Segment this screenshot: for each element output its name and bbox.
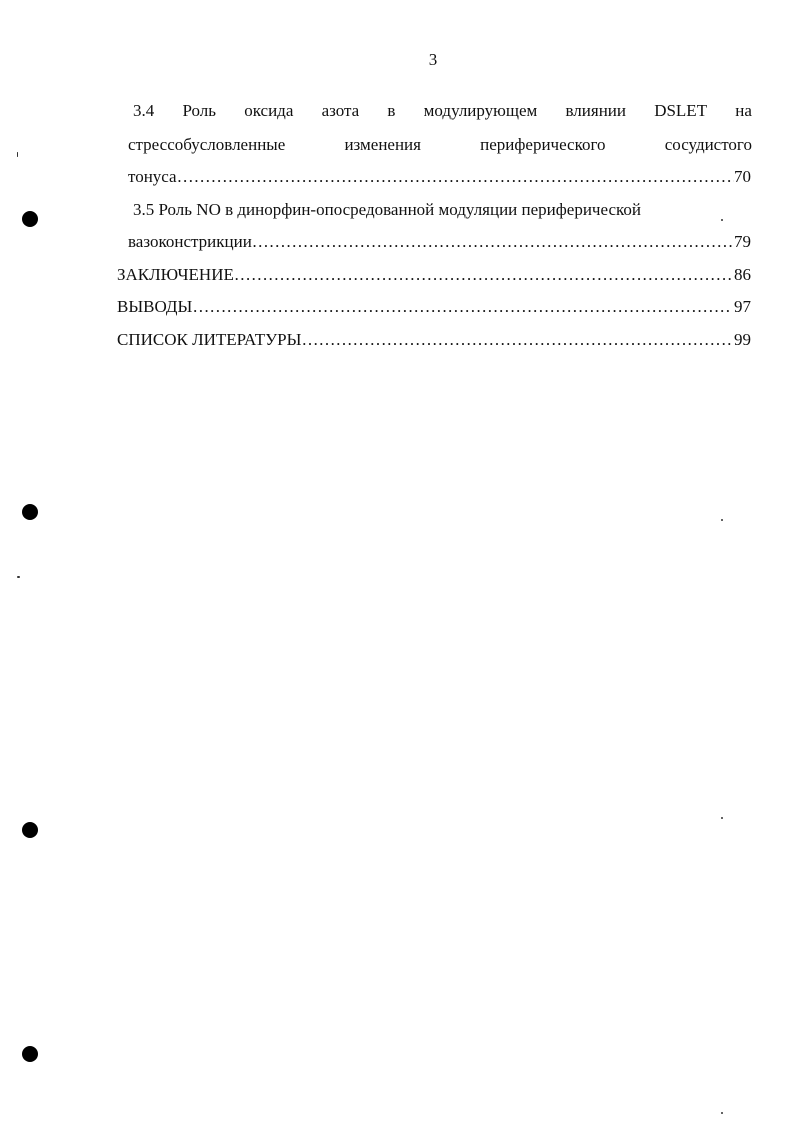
- toc-item-3-4-line-3: [128, 167, 751, 187]
- word: азота: [321, 101, 360, 120]
- toc-conclusion-page: 86: [734, 265, 751, 284]
- toc-item-3-5-line-1: 3.5 Роль NO в динорфин-опосредованной модуляции периферической: [133, 200, 641, 219]
- word: стрессобусловленные: [128, 135, 286, 154]
- word: модулирующем: [423, 101, 538, 120]
- punch-hole: [22, 504, 38, 520]
- word: сосудистого: [664, 135, 752, 154]
- toc-item-3-5-line-2: [128, 232, 751, 252]
- toc-findings-title: ВЫВОДЫ: [117, 297, 193, 316]
- toc-item-3-4-line-2: [128, 135, 752, 155]
- scan-speck: [721, 519, 723, 521]
- word: DSLET: [654, 101, 708, 120]
- scan-speck: [721, 1112, 723, 1114]
- word: в: [387, 101, 396, 120]
- toc-item-3-4-page: 70: [734, 167, 751, 186]
- toc-references-page: 99: [734, 330, 751, 349]
- word: 3.4: [133, 101, 155, 120]
- dot-leader: [234, 265, 734, 285]
- toc-item-findings: [117, 297, 751, 317]
- toc-item-references: [117, 330, 751, 350]
- word: на: [735, 101, 752, 120]
- dot-leader: [177, 167, 734, 187]
- dot-leader: [301, 330, 734, 350]
- scan-speck: [721, 219, 723, 221]
- scan-speck: [17, 152, 18, 157]
- word: периферического: [480, 135, 606, 154]
- word: оксида: [244, 101, 294, 120]
- punch-hole: [22, 211, 38, 227]
- word: изменения: [344, 135, 421, 154]
- dot-leader: [192, 297, 729, 317]
- dot-leader: [252, 232, 734, 252]
- toc-references-title: СПИСОК ЛИТЕРАТУРЫ: [117, 330, 302, 349]
- toc-item-3-5-title-end: вазоконстрикции: [128, 232, 252, 251]
- toc-conclusion-title: ЗАКЛЮЧЕНИЕ: [117, 265, 234, 284]
- toc-item-3-5-page: 79: [734, 232, 751, 251]
- word: влиянии: [565, 101, 626, 120]
- punch-hole: [22, 822, 38, 838]
- word: Роль: [182, 101, 216, 120]
- toc-item-3-4-title-end: тонуса: [128, 167, 177, 186]
- punch-hole: [22, 1046, 38, 1062]
- toc-item-3-4-line-1: [133, 101, 752, 121]
- scan-speck: [17, 576, 20, 578]
- toc-item-conclusion: [117, 265, 751, 285]
- toc-findings-page: 97: [729, 297, 751, 316]
- page-number: 3: [428, 50, 438, 69]
- scan-speck: [721, 817, 723, 819]
